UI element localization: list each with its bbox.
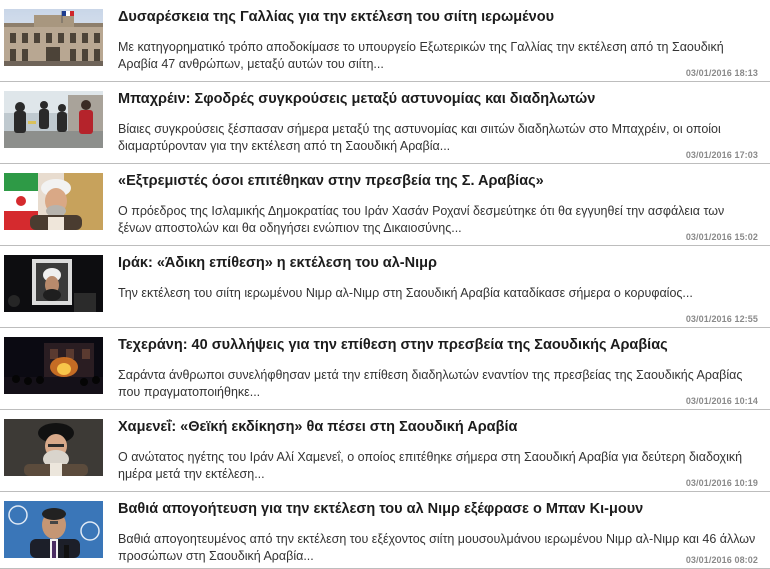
article-summary: Ο ανώτατος ηγέτης του Ιράν Αλί Χαμενεΐ, ο οποίος επιτέθηκε σήμερα στη Σαουδική Αραβία για δεύτερη διαδοχική ημέρα μετά την εκτέλεση... bbox=[118, 450, 743, 481]
article-date: 03/01/2016 08:02 bbox=[685, 555, 758, 565]
list-item bbox=[0, 492, 770, 569]
article-summary: Βαθιά απογοητευμένος από την εκτέλεση του εξέχοντος σιίτη μουσουλμάνου ιερωμένου Νιμρ αλ-Νιμρ και 46 άλλων προσώπων στη Σαουδική Αραβία... bbox=[118, 532, 756, 563]
street-protest-image bbox=[4, 91, 103, 148]
article-thumbnail[interactable] bbox=[4, 501, 103, 558]
night-fire-protest-image bbox=[4, 337, 103, 394]
list-item bbox=[0, 82, 770, 164]
article-date: 03/01/2016 17:03 bbox=[685, 150, 758, 160]
article-date: 03/01/2016 10:19 bbox=[685, 478, 758, 488]
article-thumbnail[interactable] bbox=[4, 255, 103, 312]
article-thumbnail[interactable] bbox=[4, 91, 103, 148]
article-date: 03/01/2016 12:55 bbox=[685, 314, 758, 324]
article-summary: Την εκτέλεση του σιίτη ιερωμένου Νιμρ αλ-Νιμρ στη Σαουδική Αραβία καταδίκασε σήμερα ο κορυφαίος... bbox=[118, 286, 693, 300]
article-date: 03/01/2016 10:14 bbox=[685, 396, 758, 406]
article-title[interactable]: Τεχεράνη: 40 συλλήψεις για την επίθεση στην πρεσβεία της Σαουδικής Αραβίας bbox=[118, 337, 668, 353]
article-thumbnail[interactable] bbox=[4, 9, 103, 66]
article-title[interactable]: Βαθιά απογοήτευση για την εκτέλεση του αλ Νιμρ εξέφρασε ο Μπαν Κι-μουν bbox=[118, 501, 644, 517]
article-title[interactable]: Δυσαρέσκεια της Γαλλίας για την εκτέλεση του σιίτη ιερωμένου bbox=[118, 9, 555, 25]
list-item bbox=[0, 164, 770, 246]
article-summary: Σαράντα άνθρωποι συνελήφθησαν μετά την επίθεση διαδηλωτών εναντίον της πρεσβείας της Σαουδικής Αραβίας που πραγματοποιήθηκε... bbox=[118, 368, 743, 399]
list-item bbox=[0, 328, 770, 410]
list-item bbox=[0, 0, 770, 82]
poster-at-night-image bbox=[4, 255, 103, 312]
list-item bbox=[0, 246, 770, 328]
article-thumbnail[interactable] bbox=[4, 337, 103, 394]
article-date: 03/01/2016 15:02 bbox=[685, 232, 758, 242]
un-secretary-general-image bbox=[4, 501, 103, 558]
supreme-leader-portrait-image bbox=[4, 419, 103, 476]
list-item bbox=[0, 410, 770, 492]
article-date: 03/01/2016 18:13 bbox=[685, 68, 758, 78]
building-with-flags-image bbox=[4, 9, 103, 66]
article-title[interactable]: Ιράκ: «Άδικη επίθεση» η εκτέλεση του αλ-Νιμρ bbox=[118, 255, 437, 271]
cleric-portrait-image bbox=[4, 173, 103, 230]
article-title[interactable]: Χαμενεΐ: «Θεϊκή εκδίκηση» θα πέσει στη Σαουδική Αραβία bbox=[118, 419, 518, 435]
article-summary: Ο πρόεδρος της Ισλαμικής Δημοκρατίας του Ιράν Χασάν Ροχανί δεσμεύτηκε ότι θα εγγυηθεί την ασφάλεια των ξένων αποστολών και θα οδηγήσει ενώπιον της Δικαιοσύνης... bbox=[118, 204, 725, 235]
article-title[interactable]: «Εξτρεμιστές όσοι επιτέθηκαν στην πρεσβεία της Σ. Αραβίας» bbox=[118, 173, 544, 189]
article-title[interactable]: Μπαχρέιν: Σφοδρές συγκρούσεις μεταξύ αστυνομίας και διαδηλωτών bbox=[118, 91, 596, 107]
article-thumbnail[interactable] bbox=[4, 173, 103, 230]
article-summary: Βίαιες συγκρούσεις ξέσπασαν σήμερα μεταξύ της αστυνομίας και σιιτών διαδηλωτών στο Μπαχρέιν, οι οποίοι διαμαρτύρονταν για την εκτέλεση από τη Σαουδική Αραβία... bbox=[118, 122, 721, 153]
article-summary: Με κατηγορηματικό τρόπο αποδοκίμασε το υπουργείο Εξωτερικών της Γαλλίας την εκτέλεση από τη Σαουδική Αραβία 47 ανθρώπων, μεταξύ αυτών του σιίτη... bbox=[118, 40, 724, 71]
article-thumbnail[interactable] bbox=[4, 419, 103, 476]
